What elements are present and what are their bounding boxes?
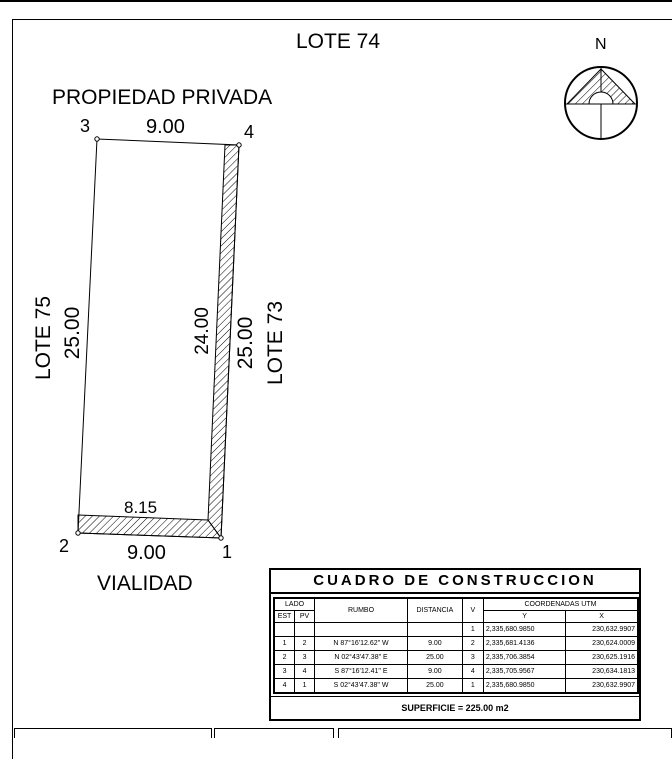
table-cell-x: 230,634.1813 [566, 665, 638, 679]
header-pv: PV [295, 611, 315, 623]
table-cell-v: 2 [462, 637, 483, 651]
table-cell-est: 1 [275, 637, 295, 651]
left-dimension: 25.00 [61, 306, 84, 360]
bottom-dimension: 9.00 [127, 542, 166, 564]
table-cell-distancia: 9.00 [407, 665, 462, 679]
table-cell-y: 2,335,681.4136 [483, 637, 565, 651]
vertex-marker-1 [219, 536, 223, 540]
header-x: X [566, 611, 638, 623]
table-row [275, 651, 638, 665]
bottom-wall-hatch [78, 515, 221, 538]
table-cell-v: 1 [462, 623, 483, 637]
construction-table-grid [273, 597, 639, 694]
north-label: N [595, 36, 607, 53]
vertex-marker-4 [237, 143, 241, 147]
vertex-marker-3 [95, 137, 99, 141]
vertex-label-4: 4 [244, 122, 255, 142]
north-lot-label: LOTE 74 [296, 30, 381, 53]
table-cell-pv: 3 [295, 651, 315, 665]
superficie-total: SUPERFICIE = 225.00 m2 [271, 696, 639, 719]
header-y: Y [483, 611, 565, 623]
north-arrow-icon [565, 67, 637, 139]
title-block-box [14, 728, 212, 738]
table-cell-v: 4 [462, 665, 483, 679]
table-cell-pv: 4 [295, 665, 315, 679]
table-cell-pv: 2 [295, 637, 315, 651]
left-lot-label: LOTE 75 [32, 295, 55, 381]
table-row [275, 637, 638, 651]
table-cell-pv: 1 [295, 679, 315, 693]
table-cell-x: 230,632.9907 [566, 679, 638, 693]
right-inner-dimension: 24.00 [192, 307, 213, 355]
table-cell-rumbo: N 87°16'12.62" W [315, 637, 408, 651]
bottom-inner-dimension: 8.15 [124, 498, 158, 517]
bottom-street-label: VIALIDAD [97, 572, 193, 595]
header-distancia: DISTANCIA [407, 599, 462, 623]
table-row [275, 679, 638, 693]
table-cell-v: 3 [462, 651, 483, 665]
table-cell-est: 3 [275, 665, 295, 679]
vertex-marker-2 [76, 531, 80, 535]
table-cell-y: 2,335,680.9850 [483, 679, 565, 693]
table-cell-y: 2,335,705.9567 [483, 665, 565, 679]
title-block-box [338, 728, 672, 738]
table-cell-rumbo: S 87°16'12.41" E [315, 665, 408, 679]
table-cell-y: 2,335,706.3854 [483, 651, 565, 665]
table-cell-x: 230,632.9907 [566, 623, 638, 637]
top-dimension: 9.00 [146, 116, 185, 138]
header-lado: LADO [275, 599, 315, 611]
table-cell-est: 2 [275, 651, 295, 665]
table-row [275, 623, 638, 637]
construction-table-title: CUADRO DE CONSTRUCCION [271, 570, 639, 594]
table-cell-distancia: 9.00 [407, 637, 462, 651]
header-est: EST [275, 611, 295, 623]
table-cell-x: 230,625.1916 [566, 651, 638, 665]
header-coordenadas: COORDENADAS UTM [483, 599, 637, 611]
header-rumbo: RUMBO [315, 599, 408, 623]
table-cell-x: 230,624.0009 [566, 637, 638, 651]
table-row [275, 665, 638, 679]
table-cell-y: 2,335,680.9850 [483, 623, 565, 637]
table-cell-rumbo: S 02°43'47.38" W [315, 679, 408, 693]
table-cell-distancia: 25.00 [407, 651, 462, 665]
construction-table [269, 568, 641, 721]
header-v: V [462, 599, 483, 623]
vertex-label-2: 2 [59, 536, 70, 556]
table-cell-v: 1 [462, 679, 483, 693]
table-cell-rumbo: N 02°43'47.38" E [315, 651, 408, 665]
top-neighbor-label: PROPIEDAD PRIVADA [52, 86, 273, 109]
vertex-label-1: 1 [222, 542, 233, 562]
vertex-label-3: 3 [80, 116, 91, 136]
right-lot-label: LOTE 73 [264, 300, 287, 386]
right-dimension: 25.00 [234, 316, 257, 370]
table-cell-est: 4 [275, 679, 295, 693]
title-block-box [214, 728, 334, 738]
table-cell-distancia: 25.00 [407, 679, 462, 693]
